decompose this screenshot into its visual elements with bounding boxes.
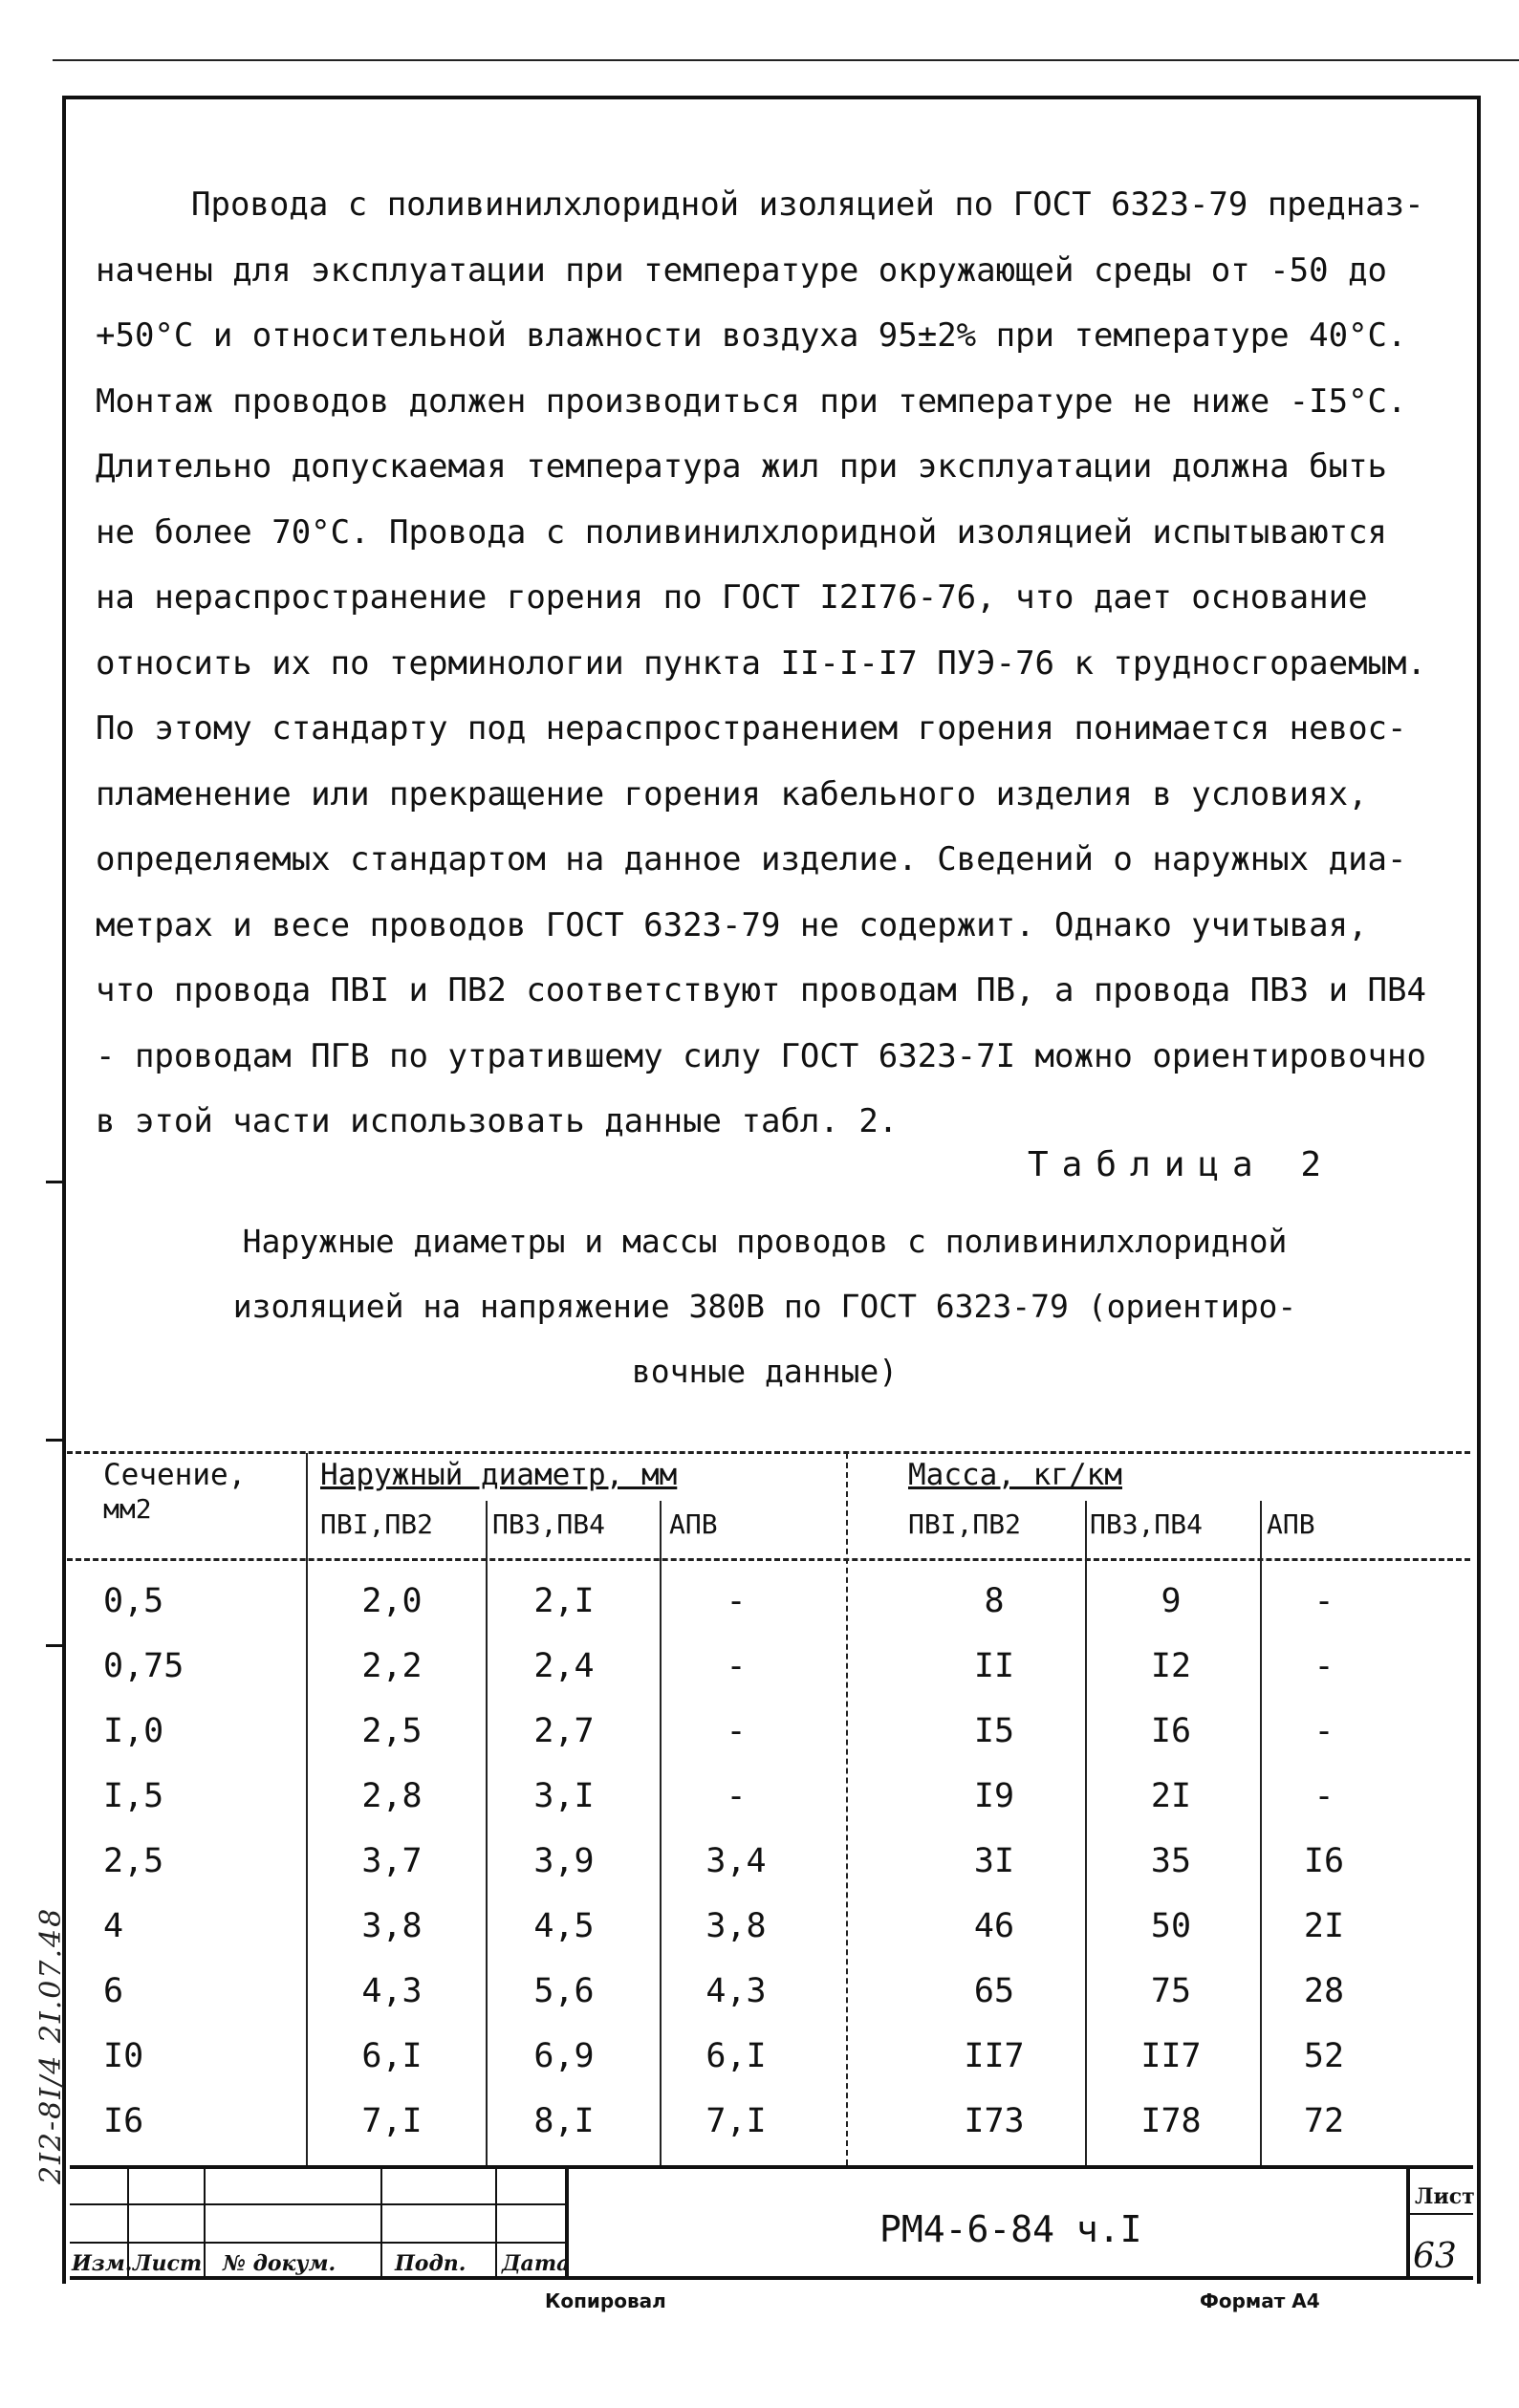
- section-unit-header: мм2: [103, 1493, 152, 1525]
- table-caption: [96, 1209, 1434, 1404]
- paragraph-line: метрах и весе проводов ГОСТ 6323-79 не содержит. Однако учитывая,: [96, 905, 1368, 944]
- cell-mass-pv1: II: [973, 1647, 1015, 1685]
- cell-section: 0,75: [103, 1647, 184, 1685]
- cell-mass-pv1: 3I: [973, 1842, 1015, 1880]
- column-divider: [486, 1501, 488, 2165]
- cell-diameter-pv3: 6,9: [533, 2037, 595, 2075]
- mass-group-header: Масса, кг/км: [908, 1458, 1122, 1492]
- paragraph-line: По этому стандарту под нераспространением горения понимается невос-: [96, 709, 1407, 748]
- cell-diameter-pv3: 4,5: [533, 1907, 595, 1945]
- cell-mass-apv: -: [1313, 1582, 1335, 1620]
- stamp-rule: [1406, 2213, 1473, 2215]
- paragraph-line: относить их по терминологии пункта II-I-I7 ПУЭ-76 к трудносгораемым.: [96, 643, 1426, 683]
- cell-diameter-pv3: 3,I: [533, 1777, 595, 1815]
- margin-tick: [46, 1181, 63, 1183]
- cell-mass-pv3: 75: [1150, 1972, 1192, 2010]
- cell-mass-pv1: I9: [973, 1777, 1015, 1815]
- cell-mass-pv3: I78: [1140, 2102, 1202, 2140]
- paragraph-line: Провода с поливинилхлоридной изоляцией по ГОСТ 6323-79 предназ-: [191, 185, 1424, 224]
- paragraph-line: на нераспространение горения по ГОСТ I2I76-76, что дает основание: [96, 578, 1368, 617]
- stamp-col-sheet: Лист: [133, 2251, 203, 2276]
- paragraph-line: в этой части использовать данные табл. 2.: [96, 1102, 899, 1140]
- cell-diameter-apv: 3,8: [705, 1907, 767, 1945]
- paragraph-line: определяемых стандартом на данное изделие. Сведений о наружных диа-: [96, 840, 1407, 879]
- paragraph-line: пламенение или прекращение горения кабельного изделия в условиях,: [96, 774, 1368, 814]
- cell-section: 6: [103, 1972, 124, 2010]
- section-header: Сечение,: [103, 1458, 247, 1492]
- stamp-col-document: № докум.: [223, 2251, 336, 2276]
- cell-mass-apv: 28: [1303, 1972, 1345, 2010]
- cell-diameter-pv3: 2,4: [533, 1647, 595, 1685]
- stamp-rule: [495, 2165, 497, 2280]
- cell-diameter-pv1: 2,0: [361, 1582, 423, 1620]
- main-paragraph: [96, 172, 1453, 1155]
- cell-mass-pv1: I73: [964, 2102, 1025, 2140]
- paragraph-line: Длительно допускаемая температура жил при эксплуатации должна быть: [96, 447, 1388, 486]
- paragraph-line: - проводам ПГВ по утратившему силу ГОСТ 6323-7I можно ориентировочно: [96, 1036, 1426, 1075]
- cell-diameter-apv: -: [726, 1712, 747, 1750]
- cell-mass-pv1: 46: [973, 1907, 1015, 1945]
- caption-line: изоляцией на напряжение 380В по ГОСТ 6323-79 (ориентиро-: [232, 1288, 1297, 1325]
- cell-section: I6: [103, 2102, 144, 2140]
- cell-mass-apv: -: [1313, 1712, 1335, 1750]
- column-divider: [306, 1453, 308, 2165]
- format-label: Формат А4: [1200, 2289, 1320, 2312]
- stamp-col-signature: Подп.: [395, 2251, 467, 2276]
- cell-mass-apv: -: [1313, 1647, 1335, 1685]
- cell-mass-apv: 52: [1303, 2037, 1345, 2075]
- stamp-rule: [70, 2165, 1473, 2169]
- cell-diameter-pv3: 8,I: [533, 2102, 595, 2140]
- cell-section: I,5: [103, 1777, 164, 1815]
- cell-section: 4: [103, 1907, 124, 1945]
- copied-by-label: Копировал: [545, 2289, 666, 2312]
- subheader-pv1-pv2-diameter: ПВI,ПВ2: [320, 1508, 434, 1540]
- cell-section: I,0: [103, 1712, 164, 1750]
- caption-line: вочные данные): [631, 1353, 899, 1390]
- stamp-col-date: Дата: [502, 2251, 571, 2276]
- column-divider: [1085, 1501, 1087, 2165]
- cell-section: 0,5: [103, 1582, 164, 1620]
- cell-mass-pv3: 50: [1150, 1907, 1192, 1945]
- column-divider: [1260, 1501, 1262, 2165]
- table-top-rule: [67, 1451, 1470, 1454]
- cell-diameter-pv1: 4,3: [361, 1972, 423, 2010]
- cell-mass-pv3: 9: [1161, 1582, 1182, 1620]
- subheader-pv1-pv2-mass: ПВI,ПВ2: [908, 1508, 1022, 1540]
- cell-mass-apv: 2I: [1303, 1907, 1345, 1945]
- stamp-rule: [70, 2203, 567, 2205]
- paragraph-line: начены для эксплуатации при температуре окружающей среды от -50 до: [96, 250, 1388, 290]
- cell-diameter-apv: 3,4: [705, 1842, 767, 1880]
- column-divider: [660, 1501, 662, 2165]
- stamp-rule: [70, 2276, 1473, 2280]
- column-divider: [846, 1453, 848, 2165]
- cell-diameter-pv3: 2,7: [533, 1712, 595, 1750]
- stamp-rule: [1406, 2165, 1410, 2280]
- cell-diameter-pv1: 2,2: [361, 1647, 423, 1685]
- sheet-label: Лист: [1415, 2184, 1475, 2209]
- margin-tick: [46, 1439, 63, 1442]
- subheader-apv-mass: АПВ: [1267, 1508, 1315, 1540]
- cell-diameter-pv1: 3,8: [361, 1907, 423, 1945]
- table-number: Таблица 2: [1028, 1145, 1335, 1184]
- cell-diameter-pv1: 2,8: [361, 1777, 423, 1815]
- stamp-rule: [380, 2165, 382, 2280]
- paragraph-line: не более 70°С. Провода с поливинилхлоридной изоляцией испытываются: [96, 512, 1388, 552]
- cell-diameter-apv: 7,I: [705, 2102, 767, 2140]
- top-rule: [53, 59, 1519, 61]
- subheader-pv3-pv4-mass: ПВ3,ПВ4: [1090, 1508, 1204, 1540]
- cell-mass-pv1: I5: [973, 1712, 1015, 1750]
- subheader-apv-diameter: АПВ: [669, 1508, 718, 1540]
- cell-mass-apv: I6: [1303, 1842, 1345, 1880]
- title-block: [70, 2165, 1473, 2280]
- cell-mass-apv: -: [1313, 1777, 1335, 1815]
- cell-diameter-pv3: 2,I: [533, 1582, 595, 1620]
- cell-mass-pv1: 8: [984, 1582, 1005, 1620]
- cell-diameter-pv1: 6,I: [361, 2037, 423, 2075]
- cell-mass-apv: 72: [1303, 2102, 1345, 2140]
- cell-mass-pv3: I6: [1150, 1712, 1192, 1750]
- subheader-pv3-pv4-diameter: ПВ3,ПВ4: [492, 1508, 606, 1540]
- cell-mass-pv3: 35: [1150, 1842, 1192, 1880]
- document-code: РМ4-6-84 ч.I: [879, 2208, 1142, 2250]
- cell-section: I0: [103, 2037, 144, 2075]
- stamp-rule: [204, 2165, 206, 2280]
- cell-diameter-apv: -: [726, 1582, 747, 1620]
- cell-diameter-pv1: 7,I: [361, 2102, 423, 2140]
- paragraph-line: +50°С и относительной влажности воздуха 95±2% при температуре 40°С.: [96, 316, 1407, 355]
- cell-mass-pv3: II7: [1140, 2037, 1202, 2075]
- sheet-number: 63: [1413, 2237, 1457, 2276]
- cell-mass-pv3: 2I: [1150, 1777, 1192, 1815]
- cell-diameter-apv: -: [726, 1647, 747, 1685]
- margin-tick: [46, 1644, 63, 1647]
- paragraph-line: что провода ПВI и ПВ2 соответствуют проводам ПВ, а провода ПВ3 и ПВ4: [96, 971, 1426, 1009]
- cell-section: 2,5: [103, 1842, 164, 1880]
- cell-diameter-pv1: 3,7: [361, 1842, 423, 1880]
- handwritten-margin-note: 2I2-8I/4 2I.07.48: [34, 1906, 68, 2185]
- cell-mass-pv1: 65: [973, 1972, 1015, 2010]
- cell-diameter-pv3: 3,9: [533, 1842, 595, 1880]
- caption-line: Наружные диаметры и массы проводов с поливинилхлоридной: [242, 1223, 1288, 1260]
- cell-diameter-apv: 6,I: [705, 2037, 767, 2075]
- cell-diameter-pv3: 5,6: [533, 1972, 595, 2010]
- cell-mass-pv1: II7: [964, 2037, 1025, 2075]
- diameter-group-header: Наружный диаметр, мм: [320, 1458, 678, 1492]
- cell-diameter-apv: 4,3: [705, 1972, 767, 2010]
- cell-diameter-pv1: 2,5: [361, 1712, 423, 1750]
- paragraph-line: Монтаж проводов должен производиться при температуре не ниже -I5°С.: [96, 381, 1407, 421]
- stamp-rule: [70, 2242, 567, 2244]
- cell-diameter-apv: -: [726, 1777, 747, 1815]
- stamp-col-change: Изм.: [72, 2251, 133, 2276]
- cell-mass-pv3: I2: [1150, 1647, 1192, 1685]
